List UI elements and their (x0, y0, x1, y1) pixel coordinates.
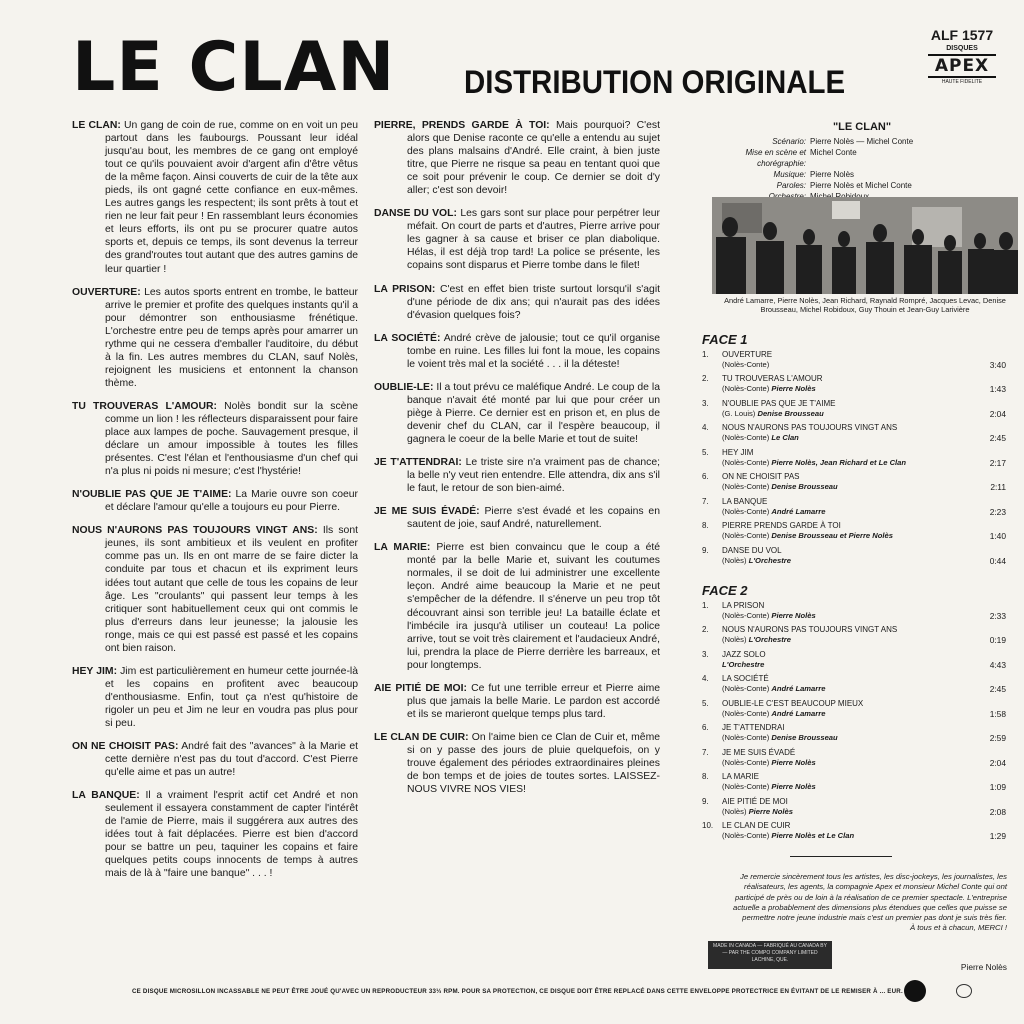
track-row (702, 748, 1008, 768)
signature: Pierre Nolès (960, 962, 1007, 972)
label-small: DISQUES (946, 45, 978, 52)
apex-logo: APEX (928, 54, 996, 78)
credit-person: Pierre Nolès (810, 170, 855, 179)
track-performer: Denise Brousseau (771, 733, 838, 743)
track-duration: 0:19 (989, 635, 1006, 646)
track-row (702, 448, 1008, 468)
note-heading: JE T'ATTENDRAI: (374, 457, 462, 469)
track-performer: Denise Brousseau (771, 482, 838, 492)
note-text: Le triste sire n'a vraiment pas de chance; la belle n'y veut rien entendre. Elle attendra, dix ans s'il le faut, le retour de son bien-aimé. (407, 457, 660, 495)
note-paragraph (72, 524, 358, 654)
note-heading: LA PRISON: (374, 283, 436, 295)
track-duration: 1:09 (989, 782, 1006, 793)
track-performer: Pierre Nolès et Le Clan (771, 830, 855, 840)
band-photo (712, 197, 1018, 294)
note-text: Les autos sports entrent en trombe, le batteur arrive le premier et profite des quelques instants qu'il a pour démontrer son enthousiasme frénétique. L'orchestre entre peu de temps après pour amarrer un rythme qui ne cessera d'emballer l'auditoire, du début à la fin. Les autres membres du CLAN, sauf Nolès, rejoignent les musiciens et entonnent la chanson thème. (105, 286, 359, 389)
track-performer: Pierre Nolès (771, 757, 816, 767)
face-2-tracklist (702, 583, 1008, 845)
track-title: LA SOCIÉTÉ (722, 674, 769, 684)
track-composer: (Nolès-Conte) (722, 433, 770, 443)
track-number: 10. (702, 820, 714, 830)
note-paragraph (374, 381, 660, 446)
track-performer: Le Clan (771, 433, 799, 443)
track-row (702, 699, 1008, 719)
track-row (702, 472, 1008, 492)
track-composer: (Nolès) (722, 635, 747, 645)
track-number: 8. (702, 772, 709, 782)
track-composer: (Nolès-Conte) (722, 708, 770, 718)
note-text: Ce fut une terrible erreur et Pierre aime plus que jamais la belle Marie. Le pardon est accordé et ils se marieront quelque temps plus tard. (407, 682, 661, 720)
credit-row (706, 180, 1018, 191)
track-performer: Pierre Nolès (771, 611, 816, 620)
credit-person: Michel Conte (810, 148, 857, 157)
track-duration: 2:59 (989, 733, 1006, 744)
track-duration: 1:58 (989, 708, 1006, 719)
credit-person: Pierre Nolès — Michel Conte (810, 137, 914, 146)
note-paragraph (374, 207, 660, 272)
note-heading: LA BANQUE: (72, 790, 140, 802)
track-title: LA PRISON (722, 601, 765, 610)
track-composer: (Nolès-Conte) (722, 482, 770, 492)
track-performer: Pierre Nolès (748, 806, 793, 816)
track-row (702, 601, 1008, 621)
note-paragraph (72, 286, 358, 390)
track-row (702, 521, 1008, 541)
track-title: JE T'ATTENDRAI (722, 723, 785, 733)
credits-block (706, 120, 1018, 202)
note-text: Mais pourquoi? C'est alors que Denise raconte ce qu'elle a entendu au sujet des plans malsains d'André. Elle craint, à bien juste titre, que Pierre ne risque sa peau en tentant quoi que ce soit pour prévenir le coup. Ce dernier se doit d'y aller; c'est son devoir! (407, 120, 661, 197)
credit-role: Musique: (773, 170, 806, 179)
track-row (702, 374, 1008, 394)
track-composer: (Nolès-Conte) (722, 531, 770, 541)
note-paragraph (374, 332, 660, 371)
track-title: LE CLAN DE CUIR (722, 820, 791, 830)
track-title: ON NE CHOISIT PAS (722, 472, 800, 482)
credits-title: "LE CLAN" (832, 121, 892, 133)
track-number: 4. (702, 674, 709, 684)
credit-role: Paroles: (776, 181, 806, 190)
face-2-title: FACE 2 (702, 583, 748, 598)
track-title: NOUS N'AURONS PAS TOUJOURS VINGT ANS (722, 625, 898, 635)
track-number: 2. (702, 374, 709, 384)
track-row (702, 625, 1008, 645)
track-performer: Denise Brousseau (757, 408, 824, 418)
track-performer: Denise Brousseau et Pierre Nolès (771, 531, 893, 541)
track-performer: André Lamarre (771, 708, 826, 718)
note-heading: AIE PITIÉ DE MOI: (374, 682, 467, 694)
track-title: HEY JIM (722, 447, 754, 457)
track-number: 7. (702, 747, 709, 757)
track-performer: L'Orchestre (722, 659, 765, 669)
note-paragraph (72, 740, 358, 779)
note-text: Pierre s'est évadé et les copains en sautent de joie, sauf André, naturellement. (407, 506, 660, 531)
track-duration: 1:43 (989, 384, 1006, 395)
note-heading: LE CLAN DE CUIR: (374, 731, 469, 743)
track-composer: (Nolès-Conte) (722, 457, 770, 467)
note-heading: ON NE CHOISIT PAS: (72, 741, 179, 753)
note-paragraph (72, 400, 358, 478)
track-title: NOUS N'AURONS PAS TOUJOURS VINGT ANS (722, 423, 898, 433)
face-1-tracklist (702, 332, 1008, 570)
notes-column-1 (72, 119, 358, 890)
divider (790, 856, 892, 857)
credit-row (706, 169, 1018, 180)
track-number: 3. (702, 398, 709, 408)
track-duration: 2:04 (989, 408, 1006, 419)
note-heading: LA MARIE: (374, 542, 431, 554)
track-row (702, 399, 1008, 419)
track-title: OUVERTURE (722, 350, 773, 359)
track-title: N'OUBLIE PAS QUE JE T'AIME (722, 398, 836, 408)
note-text: Nolès bondit sur la scène comme un lion ! les réflecteurs disparaissent pour faire place aux lampes de poche. Sauvagement presque, il déclare un amour impossible à toutes les filles présentes. C'est l'élan et l'enthousiasme d'un chef qui n'a plus ni poids ni mesure; c'est l'hystérie! (105, 400, 359, 478)
band-photo-image (712, 197, 1018, 294)
track-duration: 3:40 (989, 360, 1006, 370)
track-row (702, 650, 1008, 670)
track-composer: (Nolès-Conte) (722, 611, 770, 620)
note-paragraph (374, 541, 660, 671)
approval-seal-icon (956, 984, 972, 998)
note-text: Jim est particulièrement en humeur cette journée-là et les copains en profitent avec beaucoup d'enthousiasme. Enfin, tout ça n'est qu'histoire de rigoler un peu et Jim ne leur en voudra pas plus pour si peu. (105, 665, 358, 729)
label-logo (922, 26, 1002, 92)
credit-person: Pierre Nolès et Michel Conte (810, 181, 912, 190)
track-duration: 2:04 (989, 757, 1006, 768)
footer-notice: CE DISQUE MICROSILLON INCASSABLE NE PEUT ÊTRE JOUÉ QU'AVEC UN REPRODUCTEUR 33⅓ RPM. POUR SA PROTECTION, CE DISQUE DOIT ÊTRE REPLACÉ DANS CETTE ENVELOPPE PROTECTRICE EN ÉVITANT DE LE REMISER À ... EUR. (132, 988, 903, 995)
track-performer: Pierre Nolès (771, 384, 816, 394)
track-performer: André Lamarre (771, 506, 826, 516)
track-number: 1. (702, 350, 709, 359)
note-text: Les gars sont sur place pour perpétrer leur méfait. On court de parts et d'autres, Pierre arrive pour les gagner à sa cause et briser ce plan diabolique. Hélas, il est déjà trop tard! La police se présente, les copains sont disparus et Pierre tombe dans le filet! (407, 208, 661, 272)
photo-caption: André Lamarre, Pierre Nolès, Jean Richard, Raynald Rompré, Jacques Levac, Denise Brousseau, Michel Robidoux, Guy Thouin et Jean-Guy Larivière (724, 296, 1006, 314)
note-text: C'est en effet bien triste surtout lorsqu'il s'agit d'une période de dix ans; qui n'aurait pas des idées d'évasion quelques fois? (407, 283, 661, 321)
note-heading: JE ME SUIS ÉVADÉ: (374, 506, 480, 518)
face-1-title: FACE 1 (702, 332, 748, 347)
track-duration: 2:33 (989, 611, 1006, 621)
track-composer: (Nolès-Conte) (722, 733, 770, 743)
track-composer: (Nolès-Conte) (722, 384, 770, 394)
note-paragraph (374, 283, 660, 322)
made-in-canada-stamp: MADE IN CANADA — FABRIQUÉ AU CANADA BY — PAR THE COMPO COMPANY LIMITED LACHINE, QUE. (708, 941, 832, 969)
track-duration: 2:45 (989, 433, 1006, 444)
note-heading: DANSE DU VOL: (374, 208, 457, 220)
track-performer: Pierre Nolès, Jean Richard et Le Clan (771, 457, 907, 467)
track-composer: (Nolès) (722, 806, 747, 816)
note-paragraph (374, 682, 660, 721)
track-title: DANSE DU VOL (722, 545, 782, 555)
notes-column-2 (374, 119, 660, 806)
credit-row (706, 147, 1018, 169)
note-heading: OUVERTURE: (72, 286, 141, 298)
track-composer: (Nolès-Conte) (722, 757, 770, 767)
credit-row (706, 136, 1018, 147)
note-text: André crève de jalousie; tout ce qu'il organise tombe en ruine. Les filles lui font la moue, les copains le voient très mal et la société . . . il la déteste! (407, 332, 660, 370)
track-number: 8. (702, 521, 709, 531)
note-text: Il a tout prévu ce maléfique André. Le coup de la banque n'avait été monté par lui que pour créer un piège à Pierre. Ce dernier est en prison et, en plus de devenir chef du CLAN, car il l'espère beaucoup, il gagnera le coeur de la belle Marie et tout de suite! (407, 381, 660, 445)
track-duration: 0:44 (989, 555, 1006, 566)
note-text: La Marie ouvre son coeur et déclare l'amour qu'elle a toujours eu pour Pierre. (105, 489, 358, 514)
track-number: 6. (702, 472, 709, 482)
track-number: 3. (702, 649, 709, 659)
track-composer: (Nolès-Conte) (722, 684, 770, 694)
note-text: On l'aime bien ce Clan de Cuir et, même si on y passe des jours de pluie quelquefois, on y trouve également des périodes extraordinaires pleines de bon temps et de joies de toutes sortes. LAISSEZ-NOUS VIVRE NOS VIES! (407, 731, 661, 796)
catalog-number: ALF 1577 (930, 27, 994, 43)
track-row (702, 350, 1008, 370)
track-duration: 1:29 (989, 830, 1006, 841)
note-text: Ils sont jeunes, ils sont ambitieux et ils veulent en profiter comme pas un. Ils en ont marre de se faire dicter la conduite par tous et chacun et ils expriment leurs idées tout autant que celle de tous les copains de leur âge. Les "croulants" qui passent leur temps à les critiquer sont habituellement ceux qui ont commis le plus d'erreurs dans leur jeunesse; la jalousie les ronge, mais ce qui est passé est passé et les copains ont bien raison. (105, 525, 359, 654)
album-title: LE CLAN (72, 28, 396, 107)
note-paragraph (72, 119, 358, 276)
track-composer: (Nolès-Conte) (722, 506, 770, 516)
track-duration: 4:43 (989, 659, 1006, 670)
track-row (702, 723, 1008, 743)
track-number: 7. (702, 496, 709, 506)
note-text: André fait des "avances" à la Marie et cette dernière n'est pas du tout d'accord. C'est Pierre qu'elle aime et pas un autre! (105, 741, 358, 779)
track-number: 9. (702, 796, 709, 806)
track-title: LA MARIE (722, 772, 759, 782)
note-paragraph (374, 456, 660, 495)
track-performer: André Lamarre (771, 684, 826, 694)
note-text: Pierre est bien convaincu que le coup a été monté par la belle Marie et, suivant les coutumes normales, il se doit de lui administrer une excellente leçon. André aime beaucoup la Marie et ne peut s'empêcher de la défendre. Il s'énerve un peu trop tôt découvrant ainsi son terrible jeu! La bataille éclate et l'imbécile ira jusqu'à utiliser un couteau! La police arrive, tout se voit très clairement et l'audacieux André, lui, prendra la place de Pierre derrière les barreaux, et pour longtemps. (407, 542, 661, 671)
track-composer: (Nolès-Conte) (722, 360, 770, 369)
track-performer: L'Orchestre (748, 555, 791, 565)
note-paragraph (72, 789, 358, 880)
track-row (702, 674, 1008, 694)
track-row (702, 497, 1008, 517)
thanks-note (716, 872, 1007, 934)
track-duration: 2:45 (989, 684, 1006, 695)
track-composer: (Nolès) (722, 555, 747, 565)
note-heading: LE CLAN: (72, 120, 121, 131)
note-paragraph (374, 505, 660, 531)
track-row (702, 797, 1008, 817)
note-heading: NOUS N'AURONS PAS TOUJOURS VINGT ANS: (72, 525, 318, 537)
track-number: 1. (702, 601, 709, 610)
track-composer: (Nolès-Conte) (722, 782, 770, 792)
track-performer: L'Orchestre (748, 635, 791, 645)
note-heading: OUBLIE-LE: (374, 381, 434, 393)
track-row (702, 546, 1008, 566)
track-title: OUBLIE-LE C'EST BEAUCOUP MIEUX (722, 698, 864, 708)
credit-role: Scénario: (772, 137, 806, 146)
note-text: Un gang de coin de rue, comme on en voit un peu partout dans les faubourgs. Poussant leur idéal jusqu'au bout, les membres de ce gang ont employé tout ce qu'ils pouvaient avoir d'argent afin d'être vêtus de la même façon. Ainsi couverts de cuir de la tête aux pieds, ils ont gagné cette confiance en eux-mêmes. Les autres gangs les respectent; ils sont prêts à tout et rien ne leur fait peur ! En rassemblant leurs économies et leurs efforts, ils ont pu se procurer quatre autos sports et, depuis ce temps, ils sont devenus la terreur des grand'routes tout autant que des autres gamins de leur quartier ! (105, 120, 359, 275)
track-composer: (Nolès-Conte) (722, 830, 770, 840)
track-performer: Pierre Nolès (771, 782, 816, 792)
track-title: LA BANQUE (722, 496, 768, 506)
track-number: 5. (702, 698, 709, 708)
track-number: 9. (702, 545, 709, 555)
track-duration: 2:08 (989, 806, 1006, 817)
track-number: 4. (702, 423, 709, 433)
note-paragraph (72, 488, 358, 514)
track-number: 6. (702, 723, 709, 733)
note-heading: N'OUBLIE PAS QUE JE T'AIME: (72, 489, 232, 501)
track-duration: 2:23 (989, 506, 1006, 517)
note-heading: PIERRE, PRENDS GARDE À TOI: (374, 120, 550, 131)
track-number: 5. (702, 447, 709, 457)
thanks-end: À tous et à chacun, MERCI ! (910, 923, 1007, 933)
track-row (702, 772, 1008, 792)
track-row (702, 423, 1008, 443)
track-title: JAZZ SOLO (722, 649, 766, 659)
track-title: AIE PITIÉ DE MOI (722, 796, 788, 806)
track-duration: 1:40 (989, 531, 1006, 542)
credit-role: Mise en scène et chorégraphie: (745, 148, 806, 168)
note-heading: TU TROUVERAS L'AMOUR: (72, 400, 217, 412)
label-sub: HAUTE FIDELITE (941, 79, 983, 85)
track-composer: (G. Louis) (722, 408, 756, 418)
note-heading: HEY JIM: (72, 665, 118, 677)
track-title: JE ME SUIS ÉVADÉ (722, 747, 796, 757)
sleeve-hole (904, 980, 926, 1002)
thanks-text: Je remercie sincèrement tous les artistes, les disc-jockeys, les journalistes, les réalisateurs, les agents, la compagnie Apex et monsieur Michel Conte qui ont participé de près ou de loin à la réalisation de ce premier spectacle. L'entreprise actuelle a probablement des dimensions plus étendues que celles que puisse se permettre notre jeune industrie mais c'est un premier pas dont je suis très fier. (733, 872, 1007, 923)
note-paragraph (72, 665, 358, 730)
track-title: TU TROUVERAS L'AMOUR (722, 374, 823, 384)
track-duration: 2:11 (990, 482, 1006, 493)
note-paragraph (374, 119, 660, 197)
note-heading: LA SOCIÉTÉ: (374, 332, 441, 344)
note-paragraph (374, 731, 660, 796)
album-subtitle: DISTRIBUTION ORIGINALE (464, 64, 846, 100)
track-title: PIERRE PRENDS GARDE À TOI (722, 521, 841, 531)
track-row (702, 821, 1008, 841)
track-duration: 2:17 (989, 457, 1006, 468)
track-number: 2. (702, 625, 709, 635)
note-text: Il a vraiment l'esprit actif cet André et non seulement il essayera constamment de capter l'intérêt de l'amie de Pierre, mais il suggérera aux autres des idées tout à fait déplacées. Pierre est bien d'accord pour se battre un peu, taquiner les copains et faire quelques petits coups innocents de temps à autres mais de là à "faire une banque" . . . ! (105, 790, 359, 880)
